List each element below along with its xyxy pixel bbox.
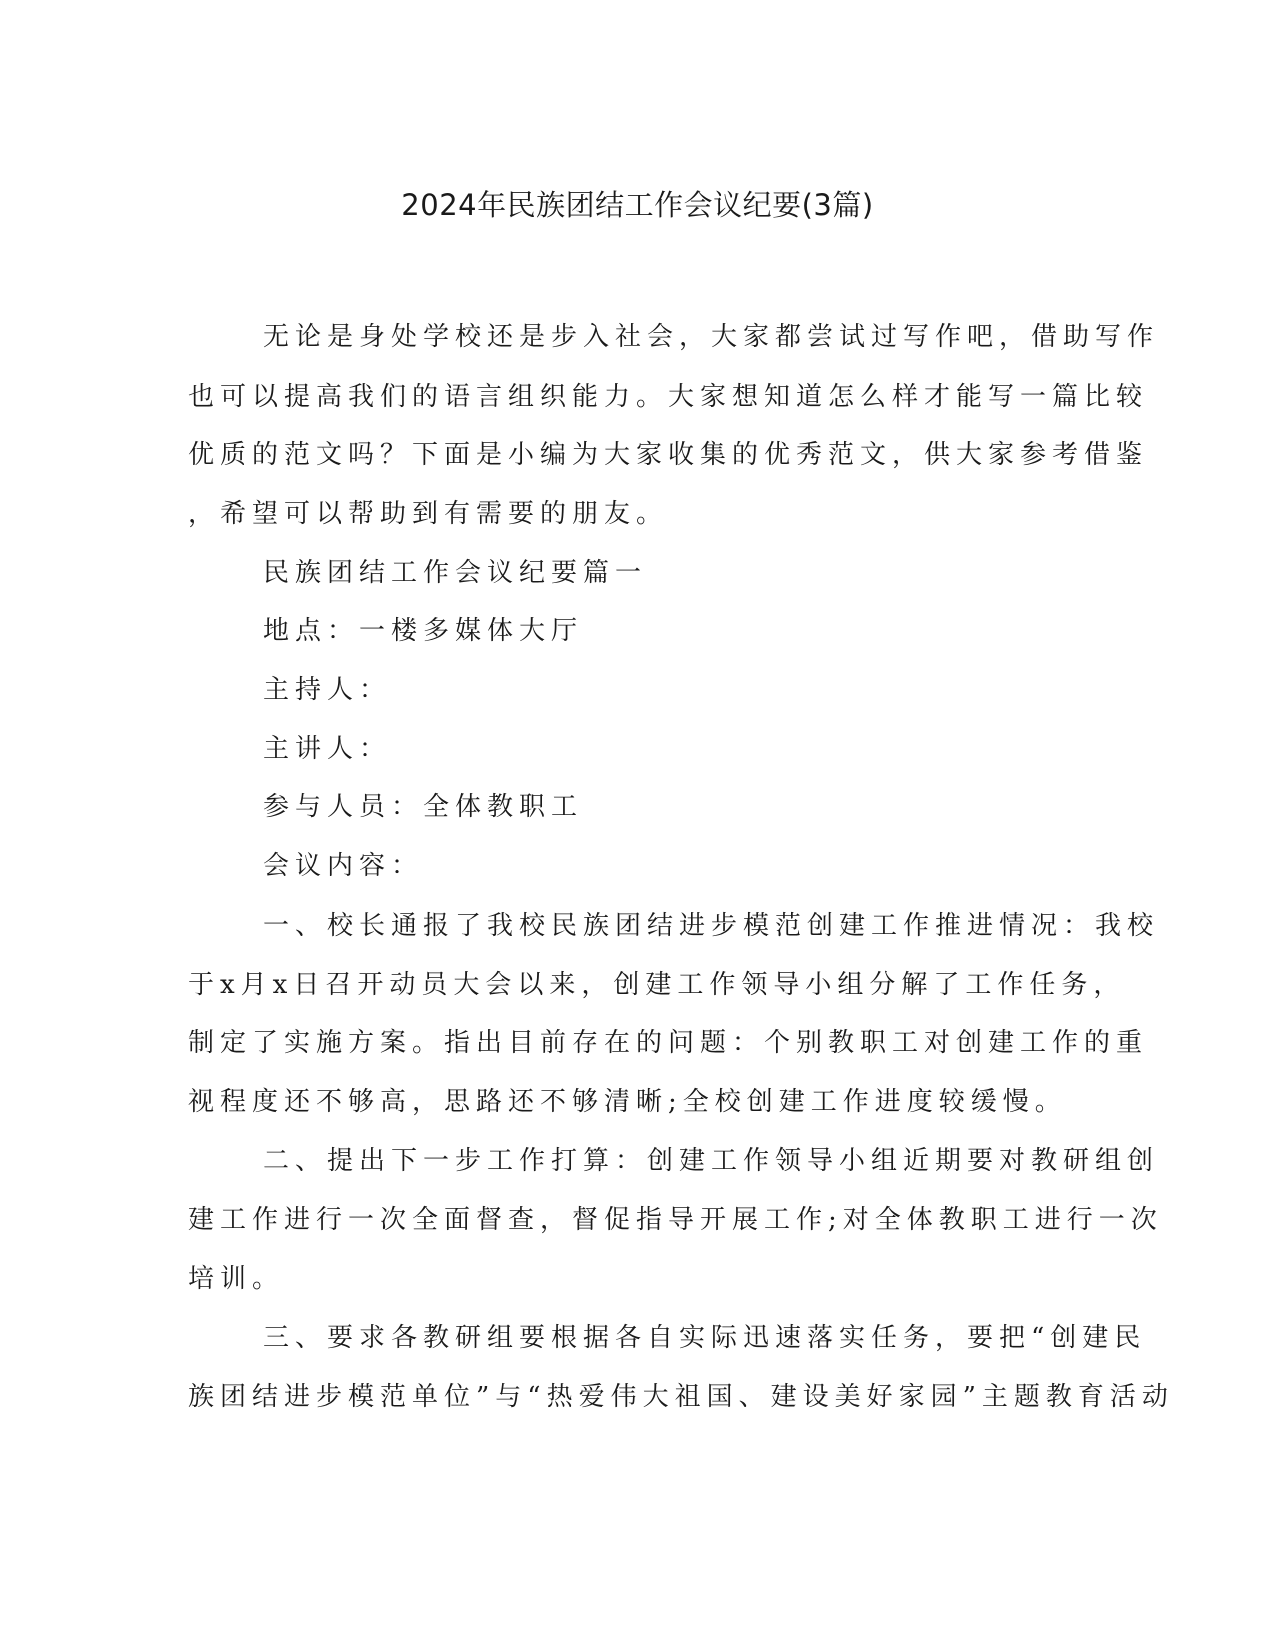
item-1-line-1: 一、校长通报了我校民族团结进步模范创建工作推进情况：我校 bbox=[263, 911, 1160, 941]
speaker-line: 主讲人： bbox=[263, 734, 392, 764]
item-2-line-1: 二、提出下一步工作打算：创建工作领导小组近期要对教研组创 bbox=[263, 1146, 1160, 1176]
item-2-line-2: 建工作进行一次全面督查，督促指导开展工作;对全体教职工进行一次 bbox=[188, 1205, 1163, 1235]
content-heading: 会议内容： bbox=[263, 851, 424, 881]
item-3-line-2: 族团结进步模范单位”与“热爱伟大祖国、建设美好家园”主题教育活动 bbox=[188, 1382, 1174, 1412]
item-1-line-2: 于x月x日召开动员大会以来，创建工作领导小组分解了工作任务， bbox=[188, 970, 1126, 1000]
intro-line-1: 无论是身处学校还是步入社会，大家都尝试过写作吧，借助写作 bbox=[263, 322, 1160, 352]
intro-line-4: ，希望可以帮助到有需要的朋友。 bbox=[188, 499, 669, 529]
item-2-line-3: 培训。 bbox=[188, 1264, 285, 1294]
intro-line-2: 也可以提高我们的语言组织能力。大家想知道怎么样才能写一篇比较 bbox=[188, 382, 1149, 412]
document-title: 2024年民族团结工作会议纪要(3篇) bbox=[401, 188, 874, 222]
item-1-line-3: 制定了实施方案。指出目前存在的问题：个别教职工对创建工作的重 bbox=[188, 1028, 1149, 1058]
intro-line-3: 优质的范文吗？下面是小编为大家收集的优秀范文，供大家参考借鉴 bbox=[188, 440, 1149, 470]
section-heading: 民族团结工作会议纪要篇一 bbox=[263, 558, 648, 588]
location-line: 地点：一楼多媒体大厅 bbox=[263, 616, 584, 646]
participants-line: 参与人员：全体教职工 bbox=[263, 792, 584, 822]
item-1-line-4: 视程度还不够高，思路还不够清晰;全校创建工作进度较缓慢。 bbox=[188, 1087, 1067, 1117]
item-3-line-1: 三、要求各教研组要根据各自实际迅速落实任务，要把“创建民 bbox=[263, 1323, 1147, 1353]
host-line: 主持人： bbox=[263, 675, 392, 705]
